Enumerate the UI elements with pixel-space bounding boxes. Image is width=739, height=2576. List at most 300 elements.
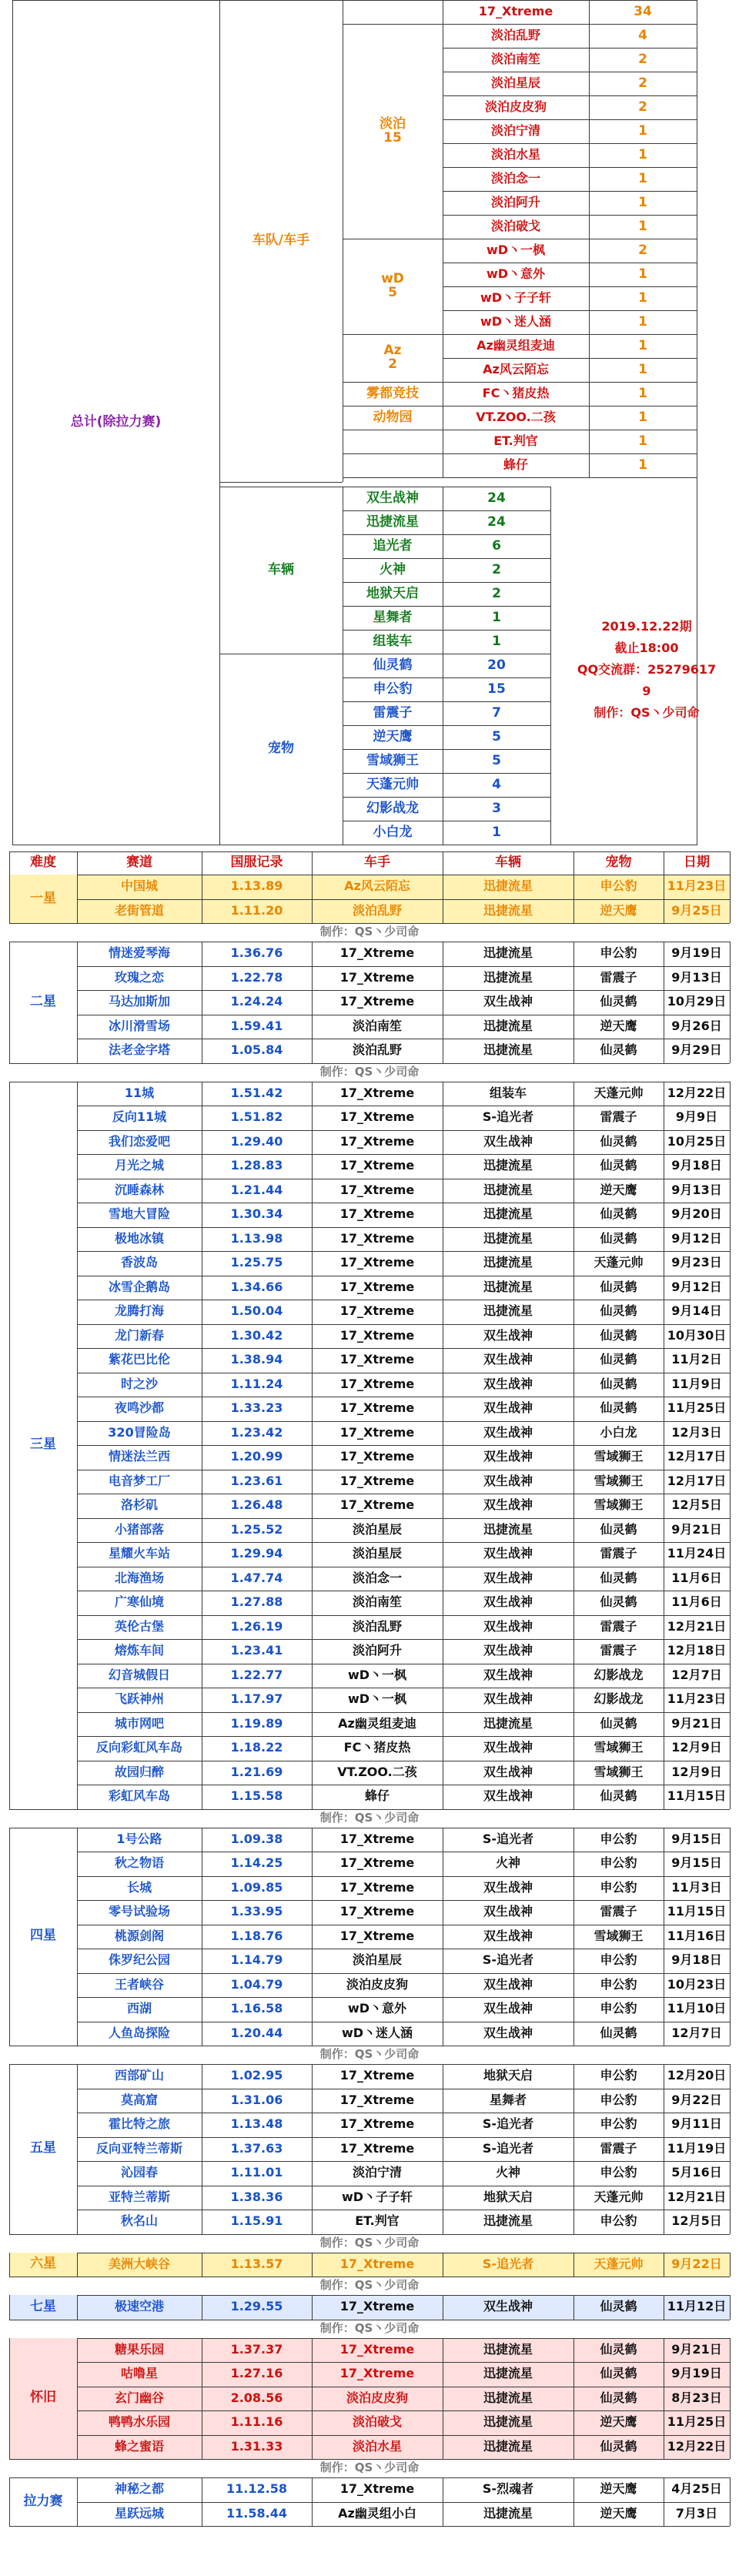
record-driver: 淡泊破戈 xyxy=(312,2410,443,2435)
record-pet: 天蓬元帅 xyxy=(594,1255,644,1270)
grid-line xyxy=(730,1082,731,1809)
record-pet: 仙灵鹤 xyxy=(600,1788,637,1804)
grid-line xyxy=(573,2064,574,2234)
record-time: 1.33.23 xyxy=(230,1400,283,1416)
car-count: 2 xyxy=(492,561,501,577)
credit-line: 制作：QS丶少司命 xyxy=(319,1810,420,1825)
driver-name: VT.ZOO.二孩 xyxy=(476,410,556,425)
record-date: 11月23日 xyxy=(664,875,730,899)
driver-count: 1 xyxy=(638,337,647,353)
record-car: 双生战神 xyxy=(483,1667,533,1682)
grid-line xyxy=(77,2477,78,2526)
grid-line xyxy=(77,1973,730,1974)
record-pet: 仙灵鹤 xyxy=(600,1133,637,1149)
team-group xyxy=(343,453,443,477)
grid-line xyxy=(573,1828,574,2046)
grid-line xyxy=(550,654,551,845)
record-driver: 17_Xtreme xyxy=(339,1376,415,1391)
pet-count: 5 xyxy=(492,728,501,744)
record-track: 香波岛 xyxy=(120,1255,158,1270)
difficulty-label: 拉力赛 xyxy=(23,2493,63,2509)
record-car: 迅捷流星 xyxy=(443,2387,573,2411)
record-date: 10月23日 xyxy=(667,1976,727,1992)
record-track: 西部矿山 xyxy=(114,2068,164,2083)
record-time: 1.13.89 xyxy=(202,875,312,899)
record-time: 1.13.57 xyxy=(202,2253,312,2277)
record-time: 1.26.19 xyxy=(230,1618,283,1634)
record-time: 1.29.55 xyxy=(202,2295,312,2320)
record-track: 秋名山 xyxy=(120,2213,158,2229)
record-date: 11月9日 xyxy=(671,1376,722,1391)
record-driver: 17_Xtreme xyxy=(339,969,415,985)
record-driver: 17_Xtreme xyxy=(339,1279,415,1294)
grid-line xyxy=(343,477,697,478)
record-car: 迅捷流星 xyxy=(483,1303,533,1319)
car-name: 星舞者 xyxy=(373,609,413,625)
grid-line xyxy=(730,2295,731,2320)
record-pet: 仙灵鹤 xyxy=(600,1570,637,1585)
record-track: 龙腾打海 xyxy=(114,1303,164,1319)
record-car: 双生战神 xyxy=(483,2001,533,2016)
record-track: 洛杉矶 xyxy=(120,1497,158,1513)
record-date: 12月9日 xyxy=(671,1764,722,1779)
record-track: 熔炼车间 xyxy=(114,1643,164,1658)
record-date: 12月21日 xyxy=(667,2189,727,2204)
record-car: 双生战神 xyxy=(483,1788,533,1804)
record-track: 星跃远城 xyxy=(114,2505,164,2521)
team-label: 车队/车手 xyxy=(252,233,310,249)
record-track: 1号公路 xyxy=(116,1831,162,1846)
grid-line xyxy=(77,1445,730,1446)
record-track: 蜂之蜜语 xyxy=(77,2435,202,2460)
record-date: 12月18日 xyxy=(667,1643,727,1658)
record-car: 迅捷流星 xyxy=(483,969,533,985)
record-pet: 仙灵鹤 xyxy=(573,2387,664,2411)
record-driver: 17_Xtreme xyxy=(312,2253,443,2277)
driver-name: 淡泊宁清 xyxy=(490,123,540,139)
grid-line xyxy=(77,2338,730,2339)
record-time: 1.31.06 xyxy=(230,2092,283,2107)
car-name: 追光者 xyxy=(373,537,413,554)
record-track: 英伦古堡 xyxy=(114,1618,164,1634)
record-time: 1.13.98 xyxy=(230,1230,283,1246)
record-track: 桃源剑阁 xyxy=(114,1928,164,1943)
record-date: 11月16日 xyxy=(667,1928,727,1943)
grid-line xyxy=(77,1082,78,1809)
record-date: 9月9日 xyxy=(675,1109,718,1125)
record-car: 双生战神 xyxy=(483,1449,533,1464)
record-pet: 申公豹 xyxy=(600,2165,637,2180)
record-car: S-追光者 xyxy=(482,2116,534,2132)
grid-line xyxy=(77,1997,730,1998)
record-date: 9月25日 xyxy=(664,899,730,924)
record-driver: 17_Xtreme xyxy=(312,2362,443,2387)
record-track: 情迷爱琴海 xyxy=(108,945,170,961)
record-time: 1.38.94 xyxy=(230,1352,283,1367)
col-header: 车手 xyxy=(364,855,390,871)
difficulty-label: 一星 xyxy=(9,875,77,923)
col-header: 国服记录 xyxy=(230,855,283,871)
record-car: 双生战神 xyxy=(483,1570,533,1585)
record-time: 1.51.42 xyxy=(230,1085,283,1100)
grid-line xyxy=(730,851,731,875)
record-date: 9月21日 xyxy=(671,1521,722,1537)
grid-line xyxy=(312,2338,313,2460)
record-pet: 逆天鹰 xyxy=(573,899,664,924)
record-pet: 逆天鹰 xyxy=(573,2410,664,2435)
issue-info: 9 xyxy=(642,683,651,698)
record-time: 1.02.95 xyxy=(230,2068,283,2083)
record-pet: 申公豹 xyxy=(573,875,664,899)
record-driver: 淡泊皮皮狗 xyxy=(312,2387,443,2411)
grid-line xyxy=(730,2477,731,2526)
record-pet: 雪域狮王 xyxy=(594,1740,644,1755)
record-car: 迅捷流星 xyxy=(483,1042,533,1058)
record-car: 迅捷流星 xyxy=(443,875,573,899)
record-pet: 仙灵鹤 xyxy=(600,1400,637,1416)
grid-line xyxy=(573,2477,574,2526)
grid-line xyxy=(77,2338,78,2460)
record-pet: 小白龙 xyxy=(600,1424,637,1440)
grid-line xyxy=(77,1712,730,1713)
grid-line xyxy=(573,1082,574,1809)
record-car: 迅捷流星 xyxy=(483,1715,533,1731)
driver-name: 淡泊星辰 xyxy=(490,75,540,91)
record-date: 12月7日 xyxy=(671,1667,722,1682)
record-date: 11月15日 xyxy=(667,1904,727,1919)
grid-line xyxy=(77,2064,730,2065)
record-car: 双生战神 xyxy=(483,1327,533,1343)
record-driver: 淡泊星辰 xyxy=(352,1952,402,1968)
grid-line xyxy=(573,942,574,1063)
record-date: 9月13日 xyxy=(671,969,722,985)
record-date: 12月3日 xyxy=(671,1424,722,1440)
difficulty-label: 三星 xyxy=(30,1437,56,1453)
record-car: 迅捷流星 xyxy=(483,1158,533,1173)
car-count: 1 xyxy=(492,633,501,649)
record-date: 12月9日 xyxy=(671,1740,722,1755)
car-count: 24 xyxy=(487,490,506,506)
record-time: 1.21.44 xyxy=(230,1182,283,1197)
record-pet: 逆天鹰 xyxy=(600,1018,637,1033)
record-time: 1.59.41 xyxy=(230,1018,283,1033)
record-track: 城市网吧 xyxy=(114,1715,164,1731)
driver-name: Az幽灵组麦迪 xyxy=(477,338,555,353)
record-car: 双生战神 xyxy=(483,1352,533,1367)
difficulty-label: 二星 xyxy=(30,993,56,1009)
driver-name: wD丶子子轩 xyxy=(480,290,552,306)
difficulty-label: 四星 xyxy=(30,1928,56,1944)
grid-line xyxy=(9,2253,10,2277)
record-date: 9月19日 xyxy=(671,945,722,961)
record-driver: Az风云陌忘 xyxy=(312,875,443,899)
record-car: 迅捷流星 xyxy=(443,2362,573,2387)
record-time: 1.34.66 xyxy=(230,1279,283,1294)
record-time: 1.14.25 xyxy=(230,1855,283,1871)
grid-line xyxy=(77,1251,730,1252)
record-time: 1.31.33 xyxy=(202,2435,312,2460)
record-time: 1.24.24 xyxy=(230,994,283,1009)
grid-line xyxy=(573,875,574,923)
record-car: 星舞者 xyxy=(489,2092,527,2107)
record-date: 9月20日 xyxy=(671,1206,722,1222)
record-driver: 17_Xtreme xyxy=(339,1255,415,1270)
record-track: 反向彩虹风车岛 xyxy=(95,1740,182,1755)
record-time: 1.11.01 xyxy=(230,2165,283,2180)
grid-line xyxy=(730,875,731,923)
record-driver: 17_Xtreme xyxy=(339,2116,415,2132)
driver-count: 1 xyxy=(638,289,647,306)
record-track: 夜鸣沙都 xyxy=(114,1400,164,1416)
record-driver: 淡泊星辰 xyxy=(352,1546,402,1561)
record-track: 霍比特之旅 xyxy=(108,2116,170,2132)
record-driver: 17_Xtreme xyxy=(339,1424,415,1440)
car-count: 1 xyxy=(492,609,501,625)
record-pet: 仙灵鹤 xyxy=(600,1521,637,1537)
record-time: 1.36.76 xyxy=(230,945,283,961)
record-time: 1.11.20 xyxy=(202,899,312,924)
grid-line xyxy=(730,2338,731,2460)
record-date: 9月13日 xyxy=(671,1182,722,1197)
record-track: 咕噜星 xyxy=(77,2362,202,2387)
record-date: 9月19日 xyxy=(664,2362,730,2387)
driver-count: 2 xyxy=(638,51,647,67)
record-date: 11月15日 xyxy=(667,1788,727,1804)
team-group: wD 5 xyxy=(381,271,404,300)
record-track: 侏罗纪公园 xyxy=(108,1952,170,1968)
record-date: 8月23日 xyxy=(664,2387,730,2411)
record-driver: 淡泊皮皮狗 xyxy=(346,1976,408,1992)
record-time: 1.33.95 xyxy=(230,1904,283,1919)
record-car: 火神 xyxy=(495,2165,520,2180)
car-name: 火神 xyxy=(380,561,406,577)
grid-line xyxy=(9,2295,10,2320)
record-track: 彩虹风车岛 xyxy=(108,1788,170,1804)
record-pet: 仙灵鹤 xyxy=(600,1158,637,1173)
grid-line xyxy=(550,487,551,654)
pet-count: 15 xyxy=(487,681,506,697)
record-date: 9月15日 xyxy=(671,1855,722,1871)
driver-count: 1 xyxy=(638,218,647,234)
driver-name: 17_Xtreme xyxy=(478,4,553,19)
record-pet: 申公豹 xyxy=(600,1855,637,1871)
record-track: 320冒险岛 xyxy=(108,1424,171,1440)
team-group xyxy=(343,430,443,453)
record-pet: 申公豹 xyxy=(600,2116,637,2132)
record-pet: 申公豹 xyxy=(600,2001,637,2016)
record-date: 12月22日 xyxy=(667,1085,727,1100)
grid-line xyxy=(77,1736,730,1737)
record-pet: 雪域狮王 xyxy=(594,1764,644,1779)
record-driver: 17_Xtreme xyxy=(339,1928,415,1943)
grid-line xyxy=(77,2410,730,2411)
record-track: 玄门幽谷 xyxy=(77,2387,202,2411)
record-driver: 17_Xtreme xyxy=(339,1230,415,1246)
record-time: 1.23.61 xyxy=(230,1473,283,1488)
grid-line xyxy=(573,2338,574,2460)
record-car: 迅捷流星 xyxy=(443,2435,573,2460)
record-date: 11月6日 xyxy=(671,1594,722,1610)
grid-line xyxy=(77,2435,730,2436)
record-time: 1.15.58 xyxy=(230,1788,283,1804)
driver-count: 1 xyxy=(638,146,647,162)
record-time: 2.08.56 xyxy=(202,2387,312,2411)
driver-count: 1 xyxy=(638,457,647,473)
record-date: 9月21日 xyxy=(664,2338,730,2363)
record-track: 时之沙 xyxy=(120,1376,158,1391)
record-date: 11月12日 xyxy=(664,2295,730,2320)
record-date: 9月18日 xyxy=(671,1158,722,1173)
record-car: 双生战神 xyxy=(443,2295,573,2320)
car-label: 车辆 xyxy=(268,561,294,577)
record-driver: 17_Xtreme xyxy=(339,1085,415,1100)
record-driver: 17_Xtreme xyxy=(339,1904,415,1919)
record-time: 1.26.48 xyxy=(230,1497,283,1513)
record-car: 双生战神 xyxy=(483,994,533,1009)
record-pet: 仙灵鹤 xyxy=(600,1715,637,1731)
credit-line: 制作：QS丶少司命 xyxy=(319,1064,420,1079)
record-date: 7月3日 xyxy=(675,2505,718,2521)
record-car: 双生战神 xyxy=(483,1928,533,1943)
record-time: 1.37.37 xyxy=(202,2338,312,2363)
record-pet: 仙灵鹤 xyxy=(573,2435,664,2460)
grid-line xyxy=(312,2253,313,2277)
record-date: 9月11日 xyxy=(671,2116,722,2132)
driver-name: 淡泊念一 xyxy=(490,171,540,186)
record-car: 迅捷流星 xyxy=(483,1018,533,1033)
record-time: 1.22.77 xyxy=(230,1667,283,1682)
record-date: 11月24日 xyxy=(667,1546,727,1561)
record-track: 玫瑰之恋 xyxy=(114,969,164,985)
driver-name: 蜂仔 xyxy=(503,457,528,473)
record-driver: 17_Xtreme xyxy=(312,2338,443,2363)
record-car: 双生战神 xyxy=(483,1546,533,1561)
record-pet: 雷震子 xyxy=(600,969,637,985)
credit-line: 制作：QS丶少司命 xyxy=(319,2278,420,2293)
record-driver: 17_Xtreme xyxy=(339,1109,415,1125)
record-car: 迅捷流星 xyxy=(483,1521,533,1537)
record-track: 糖果乐园 xyxy=(77,2338,202,2363)
car-name: 迅捷流星 xyxy=(366,514,419,530)
record-time: 1.23.41 xyxy=(230,1643,283,1658)
record-car: 双生战神 xyxy=(483,1473,533,1488)
driver-count: 1 xyxy=(638,194,647,210)
record-track: 人鱼岛探险 xyxy=(108,2025,170,2040)
record-driver: 17_Xtreme xyxy=(339,2140,415,2156)
record-pet: 天蓬元帅 xyxy=(594,1085,644,1100)
record-pet: 幻影战龙 xyxy=(594,1667,644,1682)
record-car: S-追光者 xyxy=(482,1952,534,1968)
pet-count: 3 xyxy=(492,800,501,816)
pet-label: 宠物 xyxy=(268,741,294,757)
record-track: 法老金字塔 xyxy=(108,1042,170,1058)
record-driver: ET.判官 xyxy=(355,2213,400,2229)
grid-line xyxy=(77,1639,730,1640)
record-track: 冰雪企鹅岛 xyxy=(108,1279,170,1294)
record-time: 11.58.44 xyxy=(226,2505,287,2521)
pet-count: 4 xyxy=(492,776,501,792)
record-date: 12月5日 xyxy=(671,2213,722,2229)
record-driver: VT.ZOO.二孩 xyxy=(337,1764,417,1779)
driver-name: FC丶猪皮热 xyxy=(482,386,550,401)
record-driver: 17_Xtreme xyxy=(339,2092,415,2107)
record-date: 11月19日 xyxy=(667,2140,727,2156)
record-car: 迅捷流星 xyxy=(483,2213,533,2229)
record-car: 双生战神 xyxy=(483,1594,533,1610)
record-time: 1.20.99 xyxy=(230,1449,283,1464)
grid-line xyxy=(730,2064,731,2234)
record-car: 迅捷流星 xyxy=(483,945,533,961)
record-driver: 淡泊乱野 xyxy=(312,899,443,924)
grid-line xyxy=(573,2253,574,2277)
grid-line xyxy=(9,2064,10,2234)
record-date: 12月20日 xyxy=(667,2068,727,2083)
grid-line xyxy=(9,942,10,1063)
record-track: 冰川滑雪场 xyxy=(108,1018,170,1033)
record-time: 1.30.34 xyxy=(230,1206,283,1222)
record-pet: 仙灵鹤 xyxy=(600,1303,637,1319)
record-car: S-追光者 xyxy=(482,1831,534,1846)
issue-info: 2019.12.22期 xyxy=(601,618,692,634)
driver-count: 1 xyxy=(638,361,647,377)
record-time: 1.04.79 xyxy=(230,1976,283,1992)
record-car: 迅捷流星 xyxy=(443,899,573,924)
record-pet: 申公豹 xyxy=(600,1879,637,1895)
record-driver: 17_Xtreme xyxy=(339,1855,415,1871)
car-name: 双生战神 xyxy=(366,490,419,506)
grid-line xyxy=(77,1828,78,2046)
record-time: 1.19.89 xyxy=(230,1715,283,1731)
record-driver: 17_Xtreme xyxy=(339,1497,415,1513)
record-date: 11月2日 xyxy=(671,1352,722,1367)
record-driver: 17_Xtreme xyxy=(339,1133,415,1149)
record-car: S-追光者 xyxy=(482,2140,534,2156)
grid-line xyxy=(573,2295,574,2320)
driver-count: 1 xyxy=(638,409,647,425)
record-pet: 申公豹 xyxy=(600,2068,637,2083)
record-car: 双生战神 xyxy=(483,1400,533,1416)
pet-count: 7 xyxy=(492,704,501,721)
pet-name: 天蓬元帅 xyxy=(366,776,419,792)
record-pet: 雷震子 xyxy=(600,1643,637,1658)
record-driver: 17_Xtreme xyxy=(339,2481,415,2497)
record-pet: 申公豹 xyxy=(600,1831,637,1846)
difficulty-label: 怀旧 xyxy=(9,2338,77,2460)
pet-name: 雷震子 xyxy=(373,704,413,721)
driver-name: Az风云陌忘 xyxy=(483,362,549,377)
grid-line xyxy=(77,2502,730,2503)
record-date: 10月29日 xyxy=(667,994,727,1009)
record-track: 雪地大冒险 xyxy=(108,1206,170,1222)
record-pet: 仙灵鹤 xyxy=(600,1352,637,1367)
record-track: 沉睡森林 xyxy=(114,1182,164,1197)
record-driver: 17_Xtreme xyxy=(339,1473,415,1488)
driver-count: 2 xyxy=(638,242,647,258)
record-driver: 17_Xtreme xyxy=(339,1831,415,1846)
grid-line xyxy=(77,966,730,967)
grid-line xyxy=(77,2295,78,2320)
pet-name: 雪域狮王 xyxy=(366,752,419,768)
credit-line: 制作：QS丶少司命 xyxy=(319,2235,420,2250)
record-car: 迅捷流星 xyxy=(483,1279,533,1294)
grid-line xyxy=(9,2338,10,2460)
record-date: 12月17日 xyxy=(667,1449,727,1464)
record-time: 1.23.42 xyxy=(230,1424,283,1440)
record-track: 龙门新春 xyxy=(114,1327,164,1343)
record-date: 9月21日 xyxy=(671,1715,722,1731)
pet-name: 小白龙 xyxy=(373,824,413,840)
record-date: 9月18日 xyxy=(671,1952,722,1968)
